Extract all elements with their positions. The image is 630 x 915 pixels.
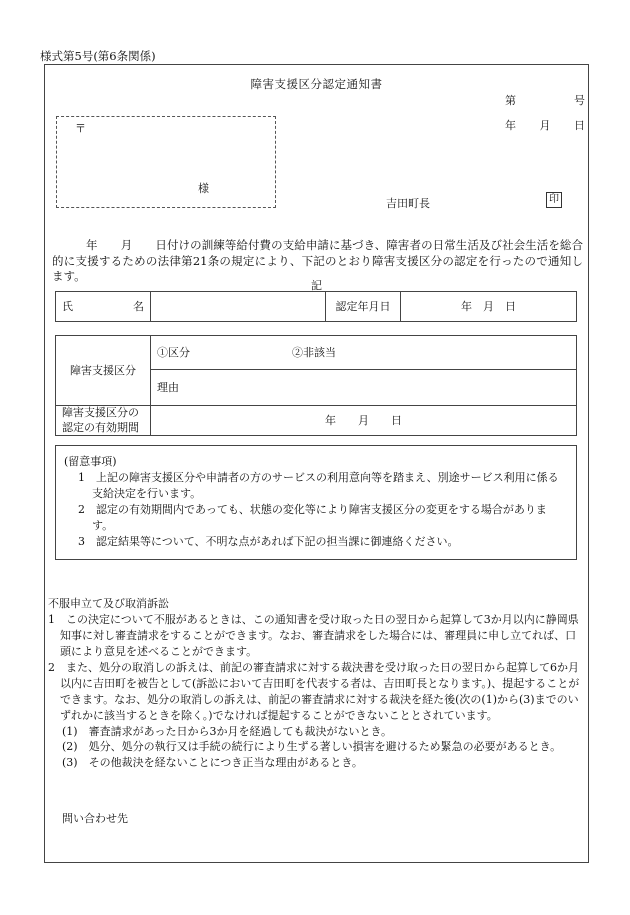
issue-date-line [505,117,585,134]
cert-date-label: 認定年月日 [326,292,401,322]
name-table [55,291,577,322]
name-value-cell [151,292,326,322]
sama-label: 様 [198,182,209,195]
address-box [56,116,276,208]
appeal-sub-item: (3) その他裁決を経ないことにつき正当な理由があるとき。 [62,756,363,770]
option-kubun: ①区分 [157,345,190,359]
reason-cell: 理由 [151,370,577,406]
note-item: 3 認定結果等について、不明な点があれば下記の担当課に御連絡ください。 [78,534,459,548]
appeal-section [48,596,583,771]
note-item: 2 認定の有効期間内であっても、状態の変化等により障害支援区分の変更をする場合があります。 [78,502,547,532]
day-label: 日 [574,119,585,132]
name-label-2: 名 [133,299,144,313]
name-label-1: 氏 [62,299,73,313]
cert-date-value: 年 月 日 [401,292,577,322]
appeal-sub-item: (1) 審査請求があった日から3か月を経過しても裁決がないとき。 [62,724,393,738]
month-label: 月 [539,119,551,132]
ki-label: 記 [311,279,322,292]
validity-label-1: 障害支援区分の [62,406,139,420]
notes-box [55,445,577,560]
year-label: 年 [505,119,516,132]
appeal-heading: 不服申立て及び取消訴訟 [48,597,169,610]
seal-mark: 印 [546,192,562,208]
class-label: 障害支援区分 [56,336,151,406]
notes-heading: (留意事項) [64,455,117,468]
name-label-cell [56,292,151,322]
validity-label-2: 認定の有効期間 [62,420,139,434]
class-options-cell [151,336,577,370]
appeal-sub-item: (2) 処分、処分の執行又は手続の続行により生ずる著しい損害を避けるため緊急の必要があるとき。 [62,740,562,754]
note-item: 1 上記の障害支援区分や申請者の方のサービスの利用意向等を踏まえ、別途サービス利用に係る支給決定を行います。 [78,470,559,500]
validity-value: 年 月 日 [151,406,577,436]
option-hi-gaitou: ②非該当 [292,345,336,359]
document-title: 障害支援区分認定通知書 [250,77,383,91]
contact-label: 問い合わせ先 [62,812,128,825]
appeal-para-2: 2 また、処分の取消しの訴えは、前記の審査請求に対する裁決書を受け取った日の翌日から起算して6か月以内に吉田町を被告として(訴訟において吉田町を代表する者は、吉田町長となります。)、提起することができます。なお、処分の取消しの訴えは、前記の審査請求に対する裁決を経た後(次の(1)から(3)までのいずれかに該当するときを除く。)でなければ提起することができないこととされています。 [48,660,580,722]
body-text: 年 月 日付けの訓練等給付費の支給申請に基づき、障害者の日常生活及び社会生活を総合的に支援するための法律第21条の規定により、下記のとおり障害支援区分の認定を行ったので通知します。 [52,238,583,284]
form-id: 様式第5号(第6条関係) [40,49,156,63]
go-label: 号 [574,94,585,107]
postal-mark: 〒 [75,122,86,135]
document-number-line [505,92,585,109]
dai-label: 第 [505,94,516,107]
appeal-para-1: 1 この決定について不服があるときは、この通知書を受け取った日の翌日から起算して3か月以内に静岡県知事に対し審査請求をすることができます。なお、審査請求をした場合には、審理員に申し立てれば、口頭により意見を述べることができます。 [48,612,579,658]
validity-label-cell [56,406,151,436]
issuer-name: 吉田町長 [386,197,430,210]
classification-table [55,335,577,436]
